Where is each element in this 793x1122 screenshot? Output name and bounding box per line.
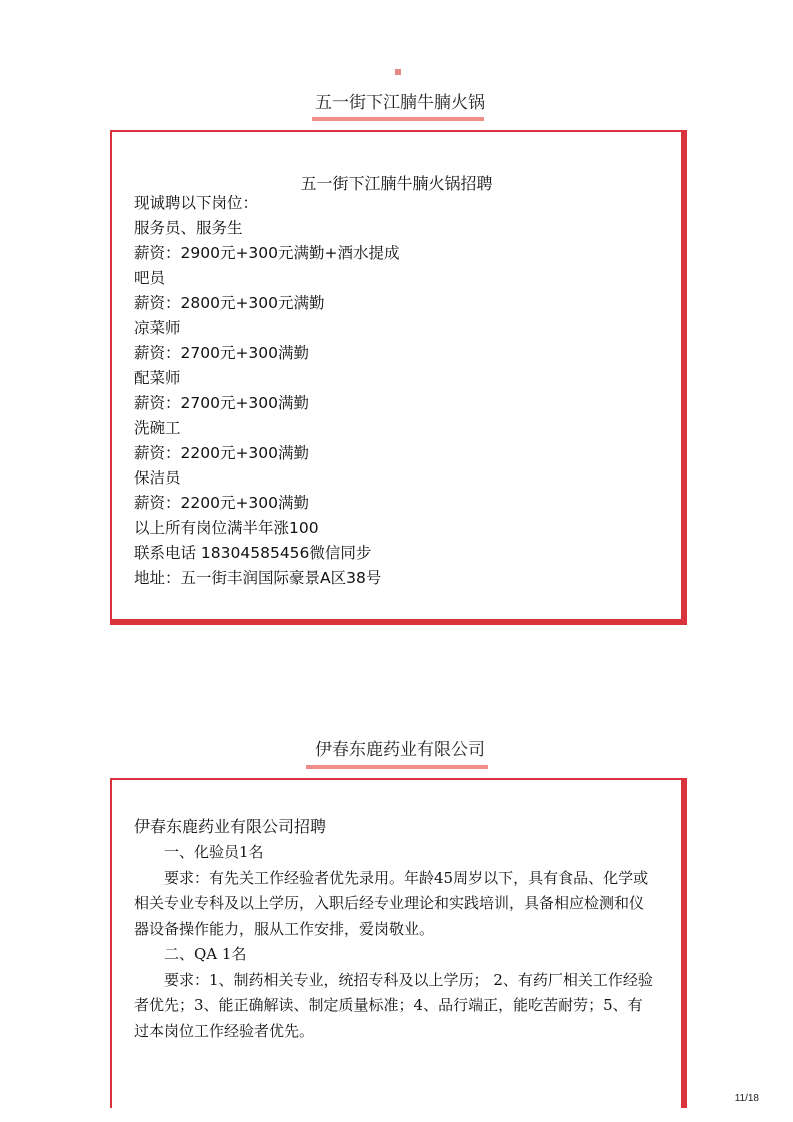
page-number: 11/18	[734, 1093, 759, 1104]
posting-line: 联系电话 18304585456微信同步	[134, 544, 372, 562]
posting-line: 保洁员	[134, 469, 181, 487]
posting-paragraph: 要求：有先关工作经验者优先录用。年龄45周岁以下，具有食品、化学或相关专业专科及以上学历，入职后经专业理论和实践培训，具备相应检测和仪器设备操作能力，服从工作安排，爱岗敬业。	[134, 868, 649, 938]
posting-paragraph: 二、QA 1名	[164, 945, 247, 963]
posting-paragraph: 一、化验员1名	[164, 843, 264, 861]
posting-line: 凉菜师	[134, 319, 181, 337]
section-title-underline-2	[306, 765, 488, 769]
posting-paragraph: 要求：1、制药相关专业，统招专科及以上学历； 2、有药厂相关工作经验者优先；3、能正确解读、制定质量标准；4、品行端正，能吃苦耐劳；5、有过本岗位工作经验者优先。	[134, 970, 653, 1040]
posting-line: 服务员、服务生	[134, 219, 243, 237]
posting-line: 薪资：2700元+300满勤	[134, 344, 310, 362]
posting-line: 薪资：2200元+300满勤	[134, 444, 310, 462]
posting-line: 现诚聘以下岗位：	[134, 194, 259, 212]
posting-line: 以上所有岗位满半年涨100	[134, 519, 319, 537]
posting-line: 地址：五一街丰润国际豪景A区38号	[134, 569, 382, 587]
section-title-underline-1	[312, 117, 484, 121]
posting-body-1	[134, 191, 661, 591]
posting-heading-2: 伊春东鹿药业有限公司招聘	[134, 817, 327, 836]
posting-line: 薪资：2700元+300满勤	[134, 394, 310, 412]
posting-line: 洗碗工	[134, 419, 181, 437]
posting-body-2	[134, 840, 654, 1044]
section-title-2: 伊春东鹿药业有限公司	[315, 740, 485, 760]
job-posting-card-2	[110, 778, 687, 1108]
section-title-1: 五一街下江腩牛腩火锅	[315, 93, 485, 113]
posting-line: 薪资：2800元+300元满勤	[134, 294, 325, 312]
posting-line: 薪资：2900元+300元满勤+酒水提成	[134, 244, 400, 262]
posting-heading-1: 五一街下江腩牛腩火锅招聘	[300, 174, 493, 193]
decorative-dot	[395, 69, 401, 75]
posting-line: 吧员	[134, 269, 166, 287]
posting-line: 薪资：2200元+300满勤	[134, 494, 310, 512]
job-posting-card-1	[110, 130, 687, 625]
posting-line: 配菜师	[134, 369, 181, 387]
